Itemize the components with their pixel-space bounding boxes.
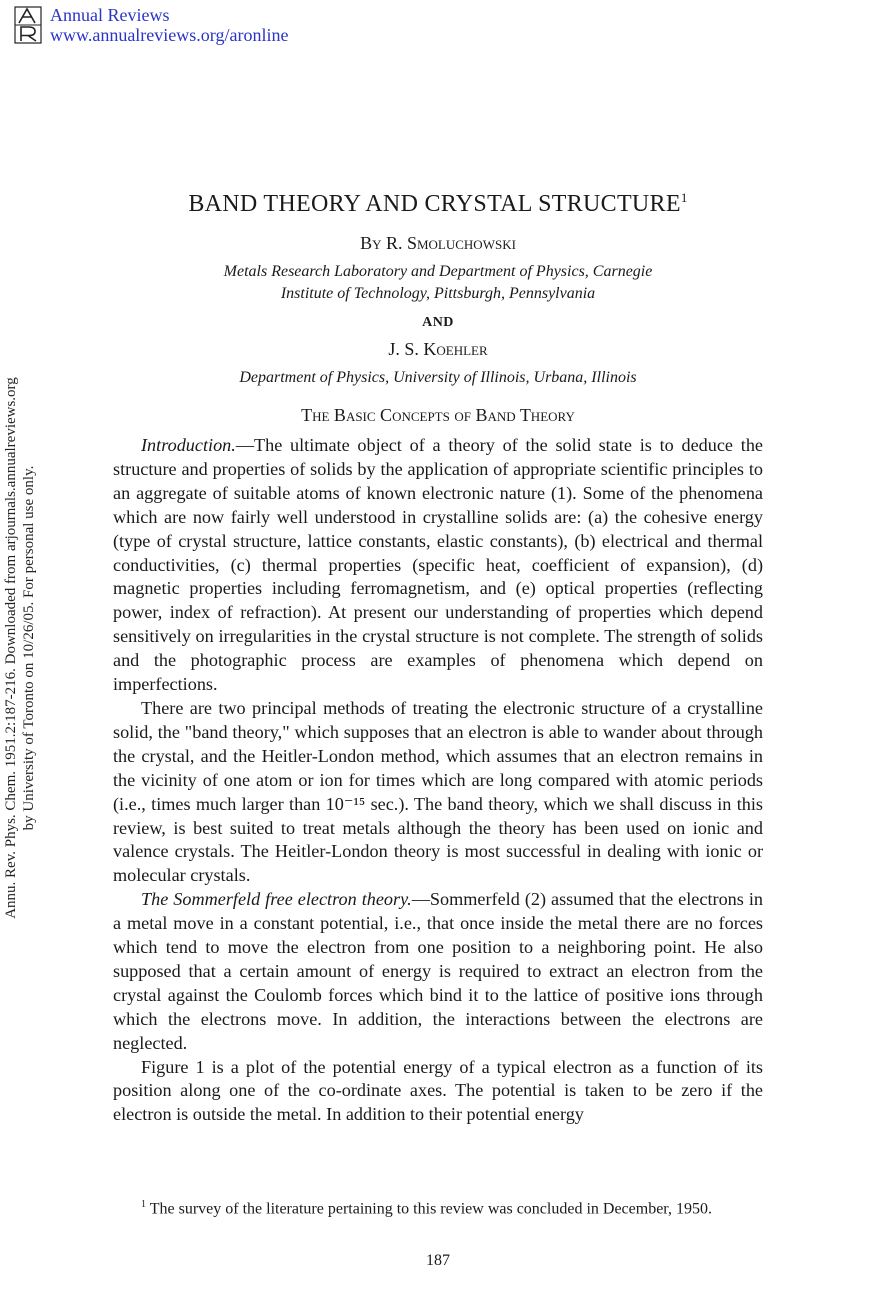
paragraph-text: —Sommerfeld (2) assumed that the electrons in a metal move in a constant potential, i.e., that once inside the metal there are no forces which tend to move the electron from one position to a neighboring point. He also supposed that a certain amount of energy is required to extract an electron from the crystal against the Coulomb forces which bind it to the lattice of positive ions through which the electrons move. In addition, the interactions between the electrons are neglected.	[113, 889, 763, 1053]
runin-heading: The Sommerfeld free electron theory.	[141, 889, 412, 910]
site-url-link[interactable]: www.annualreviews.org/aronline	[50, 25, 289, 45]
header-links	[50, 5, 288, 45]
paragraph-text: —The ultimate object of a theory of the solid state is to deduce the structure and properties of solids by the application of appropriate scientific principles to an aggregate of suitable atoms of known electronic nature (1). Some of the phenomena which are now fairly well understood in crystalline solids are: (a) the cohesive energy (type of crystal structure, lattice constants, elastic constants), (b) electrical and thermal conductivities, (c) thermal properties (specific heat, coefficient of expansion), (d) magnetic properties including ferromagnetism, and (e) optical properties (reflecting power, index of refraction). At present our understanding of properties which depend sensitively on irregularities in the crystal structure is not complete. The strength of solids and the photographic process are examples of phenomena which depend on imperfections.	[113, 435, 763, 695]
paragraph-methods	[113, 697, 763, 888]
article-title	[0, 190, 876, 218]
article-title-text: BAND THEORY AND CRYSTAL STRUCTURE	[188, 191, 681, 217]
affiliation-1: Metals Research Laboratory and Department of Physics, Carnegie Institute of Technology, Pittsburgh, Pennsylvania	[223, 263, 653, 302]
author-1: By R. Smoluchowski	[360, 233, 516, 253]
title-footnote-mark: 1	[680, 190, 688, 205]
footnote-text: The survey of the literature pertaining to this review was concluded in December, 1950.	[146, 1200, 712, 1218]
footnote-mark: 1	[141, 1199, 146, 1210]
paragraph-introduction	[113, 434, 763, 697]
runin-heading: Introduction.	[141, 435, 236, 455]
paragraph-text: There are two principal methods of treating the electronic structure of a crystalline solid, the "band theory," which supposes that an electron is able to wander about through the crystal, and the Heitler-London method, which assumes that an electron remains in the vicinity of one atom or ion for times which are long compared with atomic periods (i.e., times much larger than 10⁻¹⁵ sec.). The band theory, which we shall discuss in this review, is best suited to treat metals although the theory has been used on ionic and valence crystals. The Heitler-London theory is most successful in dealing with ionic or molecular crystals.	[113, 697, 763, 886]
download-note	[2, 338, 38, 958]
site-name-link[interactable]: Annual Reviews	[50, 5, 170, 25]
annual-reviews-logo	[14, 6, 42, 44]
author-2: J. S. Koehler	[388, 339, 488, 359]
and-separator: AND	[422, 315, 454, 330]
page-number: 187	[426, 1252, 450, 1269]
paragraph-figure1	[113, 1056, 763, 1128]
download-note-line1: Annu. Rev. Phys. Chem. 1951.2:187-216. Downloaded from arjournals.annualreviews.org	[3, 377, 19, 919]
affiliation-2: Department of Physics, University of Illinois, Urbana, Illinois	[239, 369, 637, 386]
download-note-line2: by University of Toronto on 10/26/05. For personal use only.	[21, 465, 37, 831]
footnote	[113, 1194, 763, 1219]
paragraph-text: Figure 1 is a plot of the potential energy of a typical electron as a function of its position along one of the co-ordinate axes. The potential is taken to be zero if the electron is outside the metal. In addition to their potential energy	[113, 1056, 763, 1125]
article-body	[113, 434, 763, 1127]
section-heading: The Basic Concepts of Band Theory	[301, 405, 575, 425]
paragraph-sommerfeld	[113, 888, 763, 1055]
